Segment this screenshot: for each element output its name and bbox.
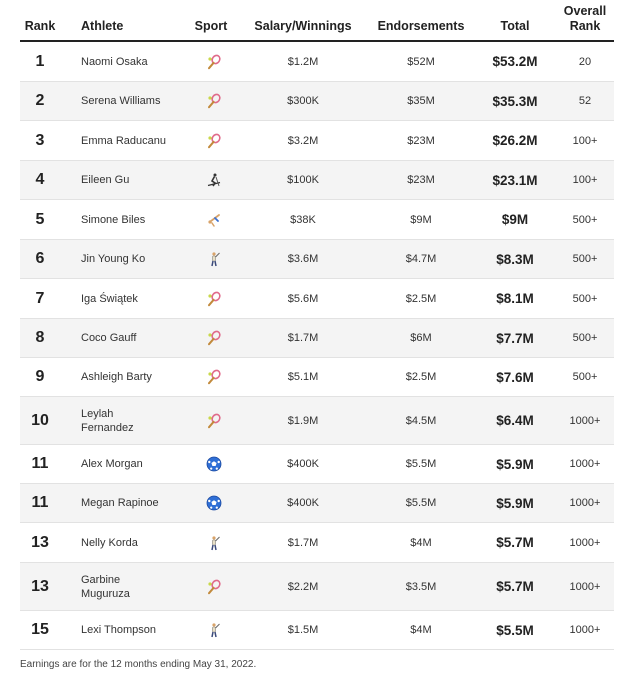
overall-rank-cell: 500+ [572,371,598,383]
overall-rank-cell: 1000+ [569,414,601,427]
overall-rank-cell: 1000+ [569,497,601,509]
tennis-racket-icon [198,121,230,160]
rank-cell: 6 [35,250,45,267]
table-row [20,484,614,523]
overall-rank-cell: 52 [578,95,592,107]
endorsements-cell: $4M [410,624,432,636]
rank-cell: 15 [31,621,49,638]
header-endorsements: Endorsements [377,19,465,33]
overall-rank-cell: 500+ [572,253,598,265]
table-row [20,42,614,82]
athlete-cell [81,445,181,483]
overall-rank-cell: 1000+ [569,624,601,636]
table-row [20,611,614,650]
total-cell: $5.7M [496,535,534,550]
skier-icon [198,161,230,199]
total-cell: $5.9M [496,495,534,511]
salary-cell: $38K [290,213,316,226]
athlete-name: Lexi Thompson [81,624,157,636]
tennis-racket-icon [198,358,230,396]
rank-cell: 11 [31,455,49,472]
header-athlete: Athlete [81,19,124,33]
total-cell: $53.2M [492,54,538,69]
table-row [20,82,614,121]
salary-cell: $1.7M [287,332,319,344]
salary-cell: $300K [287,95,319,107]
athlete-name: Megan Rapinoe [81,497,159,509]
overall-rank-cell: 1000+ [569,536,601,549]
overall-rank-cell: 500+ [572,292,598,305]
table-row [20,200,614,240]
rank-cell: 11 [31,494,49,511]
salary-cell: $5.1M [287,371,319,383]
table-row [20,445,614,484]
overall-rank-cell: 1000+ [569,580,601,593]
athlete-name: Emma Raducanu [81,134,166,147]
header-overall-line2: Rank [569,19,601,33]
rank-cell: 7 [35,289,45,307]
total-cell: $8.3M [496,251,534,267]
salary-cell: $1.2M [287,55,319,68]
endorsements-cell: $6M [410,332,432,344]
table-row [20,358,614,397]
endorsements-cell: $23M [407,174,435,186]
table-row [20,319,614,358]
salary-cell: $100K [287,174,319,186]
athlete-cell [81,611,181,649]
table-row [20,161,614,200]
total-cell: $6.4M [496,413,534,428]
salary-cell: $1.7M [287,536,319,549]
header-salary: Salary/Winnings [254,19,352,33]
athlete-cell [81,161,181,199]
endorsements-cell: $5.5M [405,497,437,509]
athlete-name: Iga Świątek [81,292,138,305]
header-sport: Sport [194,19,228,33]
rank-cell: 3 [35,131,45,149]
total-cell: $5.9M [496,456,534,472]
athlete-cell [81,279,181,318]
endorsements-cell: $4M [410,536,432,549]
overall-rank-cell: 500+ [572,213,598,226]
rank-cell: 2 [35,92,45,109]
salary-cell: $2.2M [287,580,319,593]
overall-rank-cell: 100+ [572,134,598,147]
table-row [20,240,614,279]
athlete-cell [81,42,181,81]
athlete-cell [81,484,181,522]
athlete-name: Simone Biles [81,213,146,226]
endorsements-cell: $5.5M [405,458,437,470]
endorsements-cell: $35M [407,95,435,107]
athlete-cell [81,397,181,444]
tennis-racket-icon [198,279,230,318]
total-cell: $7.7M [496,330,534,346]
athlete-cell [81,358,181,396]
salary-cell: $3.6M [287,253,319,265]
athlete-name: Eileen Gu [81,174,130,186]
salary-cell: $1.9M [287,414,319,427]
rank-cell: 5 [35,210,45,228]
header-total: Total [500,19,530,33]
soccer-ball-icon [198,445,230,483]
gymnast-icon [198,200,230,239]
total-cell: $5.5M [496,622,534,638]
endorsements-cell: $2.5M [405,371,437,383]
salary-cell: $400K [287,458,319,470]
athlete-name: Jin Young Ko [81,253,146,265]
athlete-name: Ashleigh Barty [81,371,152,383]
athlete-name: Naomi Osaka [81,55,148,68]
athlete-cell [81,319,181,357]
table-row [20,563,614,611]
table-body [20,42,614,650]
tennis-racket-icon [198,82,230,120]
athlete-cell [81,240,181,278]
header-overall-line1: Overall [563,4,607,18]
rank-cell: 9 [35,368,45,385]
endorsements-cell: $23M [407,134,435,147]
rank-cell: 1 [35,52,45,70]
golfer-icon [198,611,230,649]
tennis-racket-icon [198,397,230,444]
endorsements-cell: $3.5M [405,580,437,593]
total-cell: $23.1M [492,172,538,188]
rank-cell: 10 [31,411,49,429]
salary-cell: $1.5M [287,624,319,636]
rank-cell: 8 [35,329,45,346]
footnote: Earnings are for the 12 months ending May 31, 2022. [20,659,257,670]
athlete-cell [81,82,181,120]
athlete-name: Garbine Muguruza [81,573,130,600]
table-row [20,279,614,319]
salary-cell: $5.6M [287,292,319,305]
athlete-name: Coco Gauff [81,332,137,344]
total-cell: $35.3M [492,93,538,109]
overall-rank-cell: 100+ [572,174,598,186]
total-cell: $8.1M [496,291,534,306]
endorsements-cell: $52M [407,55,435,68]
header-rank: Rank [24,19,56,33]
athlete-name: Alex Morgan [81,458,143,470]
endorsements-cell: $4.5M [405,414,437,427]
salary-cell: $400K [287,497,319,509]
total-cell: $9M [501,212,529,227]
tennis-racket-icon [198,42,230,81]
salary-cell: $3.2M [287,134,319,147]
golfer-icon [198,240,230,278]
tennis-racket-icon [198,319,230,357]
athlete-name: Leylah Fernandez [81,407,134,434]
overall-rank-cell: 500+ [572,332,598,344]
rank-cell: 13 [31,533,49,551]
overall-rank-cell: 1000+ [569,458,601,470]
table-header-row [0,0,640,40]
athlete-name: Nelly Korda [81,536,138,549]
table-row [20,397,614,445]
athlete-cell [81,523,181,562]
overall-rank-cell: 20 [578,55,592,68]
total-cell: $26.2M [492,133,538,148]
table-row [20,523,614,563]
rank-cell: 4 [35,171,45,188]
endorsements-cell: $2.5M [405,292,437,305]
rank-cell: 13 [31,577,49,595]
soccer-ball-icon [198,484,230,522]
athlete-name: Serena Williams [81,95,161,107]
golfer-icon [198,523,230,562]
total-cell: $7.6M [496,369,534,385]
total-cell: $5.7M [496,579,534,594]
athlete-cell [81,200,181,239]
tennis-racket-icon [198,563,230,610]
athlete-cell [81,121,181,160]
table-row [20,121,614,161]
endorsements-cell: $4.7M [405,253,437,265]
athlete-cell [81,563,181,610]
endorsements-cell: $9M [410,213,432,226]
